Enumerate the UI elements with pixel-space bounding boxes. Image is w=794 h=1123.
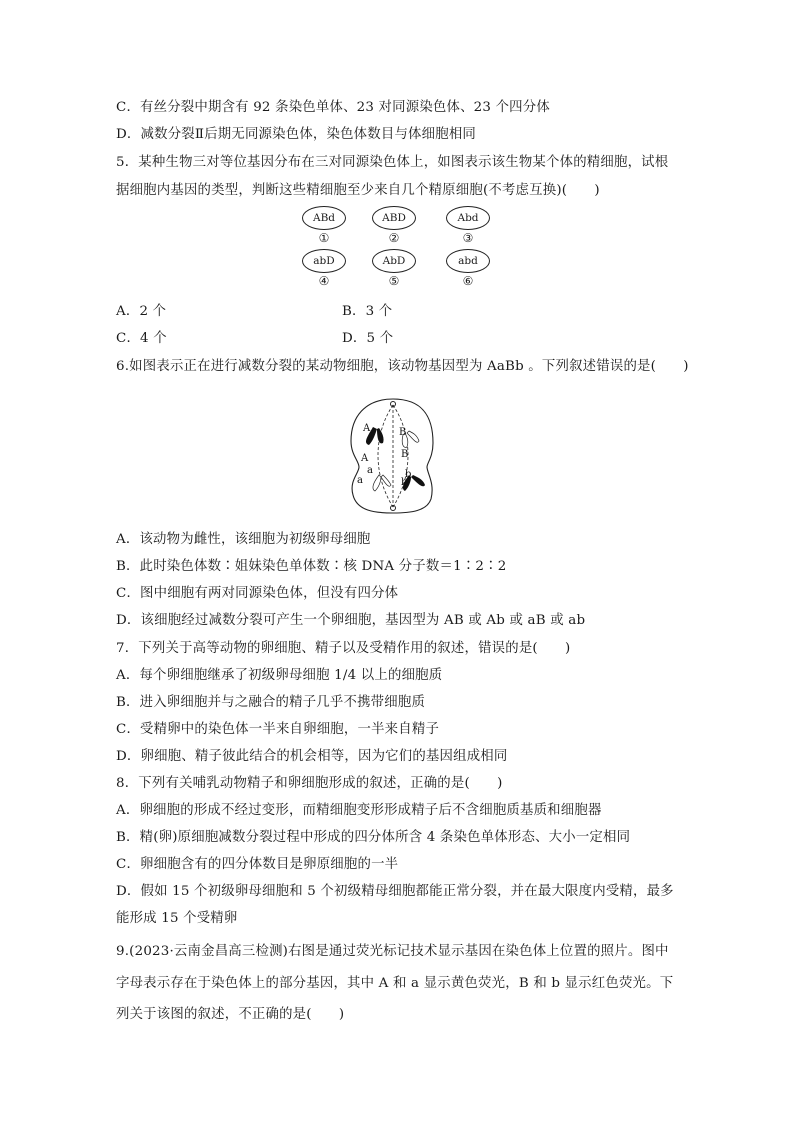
q7-option-b: B．进入卵细胞并与之融合的精子几乎不携带细胞质: [116, 695, 426, 710]
q5-option-d: D．5 个: [342, 331, 394, 346]
q5-option-c: C．4 个: [116, 331, 167, 346]
question-8-stem: 8．下列有关哺乳动物精子和卵细胞形成的叙述，正确的是( ): [116, 776, 503, 791]
sperm-cell-3: Abd: [446, 206, 490, 230]
question-5-stem: 5．某种生物三对等位基因分布在三对同源染色体上，如图表示该生物某个体的精细胞，试根: [116, 155, 669, 170]
gene-label-b: b: [405, 469, 412, 480]
question-9-stem: 9.(2023·云南金昌高三检测)右图是通过荧光标记技术显示基因在染色体上位置的照片。图中: [116, 944, 669, 959]
question-7-stem: 7．下列关于高等动物的卵细胞、精子以及受精作用的叙述，错误的是( ): [116, 641, 571, 656]
q5-figure: [300, 206, 500, 290]
cell-number: ⑥: [462, 274, 474, 288]
q8-option-b: B．精(卵)原细胞减数分裂过程中形成的四分体所含 4 条染色单体形态、大小一定相同: [116, 830, 631, 845]
q5-option-b: B．3 个: [342, 304, 393, 319]
gene-label-a: a: [357, 475, 363, 486]
option-line: C．有丝分裂中期含有 92 条染色单体、23 对同源染色体、23 个四分体: [116, 100, 550, 115]
q6-option-b: B．此时染色体数∶姐妹染色单体数∶核 DNA 分子数＝1∶2∶2: [116, 559, 507, 574]
cell-number: ②: [388, 231, 400, 245]
option-line: D．减数分裂Ⅱ后期无同源染色体，染色体数目与体细胞相同: [116, 127, 477, 142]
gene-label-B: B: [399, 427, 407, 438]
q8-option-a: A．卵细胞的形成不经过变形，而精细胞变形形成精子后不含细胞质基质和细胞器: [116, 803, 602, 818]
gene-label-A: A: [363, 423, 371, 434]
q7-option-c: C．受精卵中的染色体一半来自卵细胞，一半来自精子: [116, 722, 440, 737]
sperm-cell-2: ABD: [372, 206, 416, 230]
sperm-cell-6: abd: [446, 249, 490, 273]
gene-label-b: b: [401, 477, 408, 488]
question-9-stem-cont: 字母表示存在于染色体上的部分基因，其中 A 和 a 显示黄色荧光，B 和 b 显示红色荧光。下: [116, 976, 674, 991]
gene-label-A: A: [361, 453, 369, 464]
gene-label-a: a: [367, 465, 373, 476]
q7-option-a: A．每个卵细胞继承了初级卵母细胞 1/4 以上的细胞质: [116, 668, 443, 683]
q6-option-d: D．该细胞经过减数分裂可产生一个卵细胞，基因型为 AB 或 Ab 或 aB 或 ab: [116, 613, 586, 628]
sperm-cell-1: ABd: [302, 206, 346, 230]
q6-option-a: A．该动物为雌性，该细胞为初级卵母细胞: [116, 532, 371, 547]
sperm-cell-4: abD: [302, 249, 346, 273]
q5-option-a: A．2 个: [116, 304, 167, 319]
q8-option-d-cont: 能形成 15 个受精卵: [116, 911, 238, 926]
q6-cell-diagram: [343, 395, 443, 517]
question-9-stem-cont: 列关于该图的叙述，不正确的是( ): [116, 1007, 345, 1022]
sperm-cell-5: AbD: [372, 249, 416, 273]
question-6-stem: 6.如图表示正在进行减数分裂的某动物细胞，该动物基因型为 AaBb 。下列叙述错误的是( ): [116, 359, 689, 374]
q8-option-c: C．卵细胞含有的四分体数目是卵原细胞的一半: [116, 857, 399, 872]
question-5-stem-cont: 据细胞内基因的类型，判断这些精细胞至少来自几个精原细胞(不考虑互换)( ): [116, 183, 600, 198]
cell-number: ④: [318, 274, 330, 288]
cell-number: ③: [462, 231, 474, 245]
q8-option-d: D．假如 15 个初级卵母细胞和 5 个初级精母细胞都能正常分裂，并在最大限度内受精，最多: [116, 884, 674, 899]
gene-label-B: B: [401, 449, 409, 460]
cell-number: ⑤: [388, 274, 400, 288]
q7-option-d: D．卵细胞、精子彼此结合的机会相等，因为它们的基因组成相同: [116, 749, 508, 764]
cell-number: ①: [318, 231, 330, 245]
q6-option-c: C．图中细胞有两对同源染色体，但没有四分体: [116, 586, 399, 601]
